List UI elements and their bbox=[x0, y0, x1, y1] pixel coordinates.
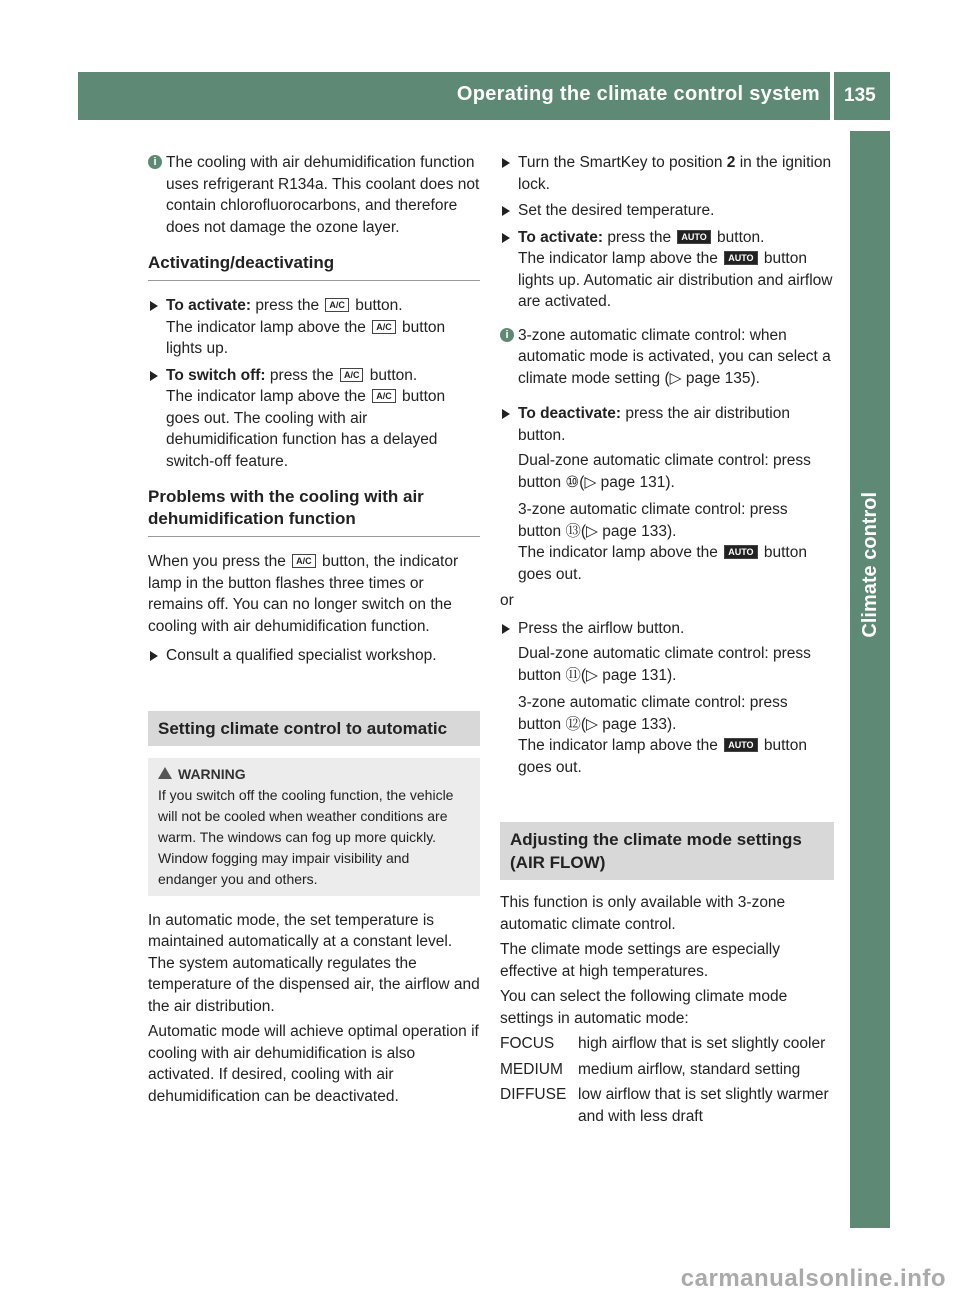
info-note bbox=[148, 152, 480, 238]
info-text: 3-zone automatic climate control: when automatic mode is activated, you can select a climate mode setting (▷ page 135). bbox=[518, 326, 831, 387]
subheading-activating: Activating/deactivating bbox=[148, 252, 480, 281]
auto-key-icon: AUTO bbox=[724, 545, 757, 559]
side-tab bbox=[850, 131, 890, 1188]
step-text: The indicator lamp above the bbox=[518, 250, 718, 267]
subheading-problems: Problems with the cooling with air dehumidification function bbox=[148, 486, 480, 537]
step-text: press the bbox=[607, 228, 672, 246]
warning-label: WARNING bbox=[178, 765, 246, 782]
step-text: press the bbox=[269, 366, 334, 384]
info-text: The cooling with air dehumidification function uses refrigerant R134a. This coolant does not contain chlorofluorocarbons, and therefore does not damage the ozone layer. bbox=[166, 154, 480, 236]
left-column bbox=[148, 152, 480, 1111]
paragraph: This function is only available with 3-zone automatic climate control. bbox=[500, 894, 786, 933]
mode-description: low airflow that is set slightly warmer and with less draft bbox=[578, 1086, 829, 1125]
step-consult bbox=[148, 645, 480, 667]
step-text: button. bbox=[369, 366, 418, 384]
warning-text: If you switch off the cooling function, the vehicle will not be cooled when weather conditions are warm. The windows can fog up more quickly. Window fogging may impair visibility and endanger you and others. bbox=[158, 786, 454, 887]
paragraph: You can select the following climate mode settings in automatic mode: bbox=[500, 988, 788, 1027]
ac-key-icon: A/C bbox=[325, 298, 349, 312]
step-text: Dual-zone automatic climate control: press button ⑩(▷ page 131). bbox=[518, 452, 811, 491]
page-title: Operating the climate control system bbox=[456, 83, 820, 105]
problem-paragraph bbox=[148, 551, 480, 637]
step-text: button. bbox=[717, 228, 765, 246]
mode-row bbox=[500, 1059, 834, 1081]
watermark: carmanualsonline.info bbox=[680, 1265, 946, 1292]
step-text: The indicator lamp above the bbox=[166, 318, 366, 336]
step-text: press the bbox=[255, 297, 320, 314]
auto-key-icon: AUTO bbox=[724, 738, 757, 752]
section-heading-air-flow: Adjusting the climate mode settings (AIR FLOW) bbox=[500, 822, 834, 880]
step-text: 3-zone automatic climate control: press button ⑬(▷ page 133). bbox=[518, 501, 788, 540]
step-switch-off bbox=[148, 365, 480, 473]
step-arrow-icon bbox=[150, 651, 158, 661]
paragraph: In automatic mode, the set temperature is maintained automatically at a constant level. The system automatically regulates the temperature of the dispensed air, the airflow and the air distribution. bbox=[148, 911, 480, 1015]
step-arrow-icon bbox=[150, 301, 158, 311]
page-number-box bbox=[834, 72, 890, 120]
mode-description: high airflow that is set slightly cooler bbox=[578, 1035, 826, 1052]
step-text: button goes out. bbox=[518, 737, 807, 776]
step-arrow-icon bbox=[150, 371, 158, 381]
mode-term: FOCUS bbox=[500, 1035, 555, 1052]
warning-box bbox=[148, 758, 480, 896]
page-number: 135 bbox=[844, 85, 876, 106]
step-text: The indicator lamp above the bbox=[518, 737, 718, 754]
step-text: The indicator lamp above the bbox=[166, 388, 366, 405]
mode-list bbox=[500, 1033, 834, 1127]
step-lead: To activate: bbox=[518, 228, 603, 246]
step-arrow-icon bbox=[502, 158, 510, 168]
paragraph: The climate mode settings are especially effective at high temperatures. bbox=[500, 941, 780, 980]
step-text: press the air distribution button. bbox=[518, 405, 790, 444]
step-text: button lights up. bbox=[166, 318, 446, 357]
step-arrow-icon bbox=[502, 206, 510, 216]
mode-term: MEDIUM bbox=[500, 1060, 563, 1078]
step-text: in the ignition lock. bbox=[518, 154, 832, 193]
right-column bbox=[500, 152, 834, 1131]
or-separator: or bbox=[500, 592, 514, 609]
step-lead: To deactivate: bbox=[518, 405, 622, 422]
step-text: 3-zone automatic climate control: press button ⑫(▷ page 133). bbox=[518, 694, 788, 733]
warning-header bbox=[158, 764, 472, 785]
step-activate bbox=[148, 295, 480, 360]
step-set-temperature bbox=[500, 200, 834, 222]
step-position: 2 bbox=[726, 154, 736, 171]
info-note bbox=[500, 325, 834, 390]
auto-key-icon: AUTO bbox=[677, 230, 710, 244]
step-lead: To switch off: bbox=[166, 366, 266, 384]
side-tab-label: Climate control bbox=[859, 492, 881, 638]
info-icon: i bbox=[500, 328, 514, 342]
step-arrow-icon bbox=[502, 624, 510, 634]
step-airflow bbox=[500, 618, 834, 779]
step-arrow-icon bbox=[502, 233, 510, 243]
step-text: button lights up. Automatic air distribution and airflow are activated. bbox=[518, 250, 833, 310]
ac-key-icon: A/C bbox=[292, 554, 316, 568]
auto-key-icon: AUTO bbox=[724, 251, 757, 265]
step-text: Dual-zone automatic climate control: press button ⑪(▷ page 131). bbox=[518, 645, 811, 684]
info-icon: i bbox=[148, 155, 162, 169]
ac-key-icon: A/C bbox=[372, 320, 396, 334]
step-arrow-icon bbox=[502, 409, 510, 419]
step-deactivate bbox=[500, 403, 834, 585]
section-heading-automatic: Setting climate control to automatic bbox=[148, 711, 480, 746]
step-text: Consult a qualified specialist workshop. bbox=[166, 647, 437, 664]
step-text: Press the airflow button. bbox=[518, 619, 685, 637]
mode-term: DIFFUSE bbox=[500, 1086, 567, 1103]
step-text: button. bbox=[355, 297, 403, 314]
mode-row bbox=[500, 1033, 834, 1055]
mode-row bbox=[500, 1084, 834, 1127]
step-text: The indicator lamp above the bbox=[518, 544, 718, 561]
step-text: button goes out. The cooling with air dehumidification function has a delayed switch-off feature. bbox=[166, 388, 446, 470]
step-text: Set the desired temperature. bbox=[518, 202, 715, 219]
mode-description: medium airflow, standard setting bbox=[578, 1060, 801, 1078]
paragraph: Automatic mode will achieve optimal operation if cooling with air dehumidification is also activated. If desired, cooling with air dehumidification can be deactivated. bbox=[148, 1023, 479, 1105]
problem-text: button, the indicator lamp in the button flashes three times or remains off. You can no longer switch on the cooling with air dehumidification function. bbox=[148, 553, 459, 635]
warning-triangle-icon bbox=[158, 767, 172, 779]
step-text: Turn the SmartKey to position bbox=[518, 154, 723, 171]
step-activate-auto bbox=[500, 227, 834, 313]
step-text: button goes out. bbox=[518, 544, 807, 583]
step-lead: To activate: bbox=[166, 297, 251, 314]
header-bar bbox=[78, 72, 830, 120]
step-turn-key bbox=[500, 152, 834, 195]
side-tab-marker bbox=[850, 1188, 890, 1228]
problem-text: When you press the bbox=[148, 553, 286, 570]
ac-key-icon: A/C bbox=[340, 368, 364, 382]
ac-key-icon: A/C bbox=[372, 389, 396, 403]
